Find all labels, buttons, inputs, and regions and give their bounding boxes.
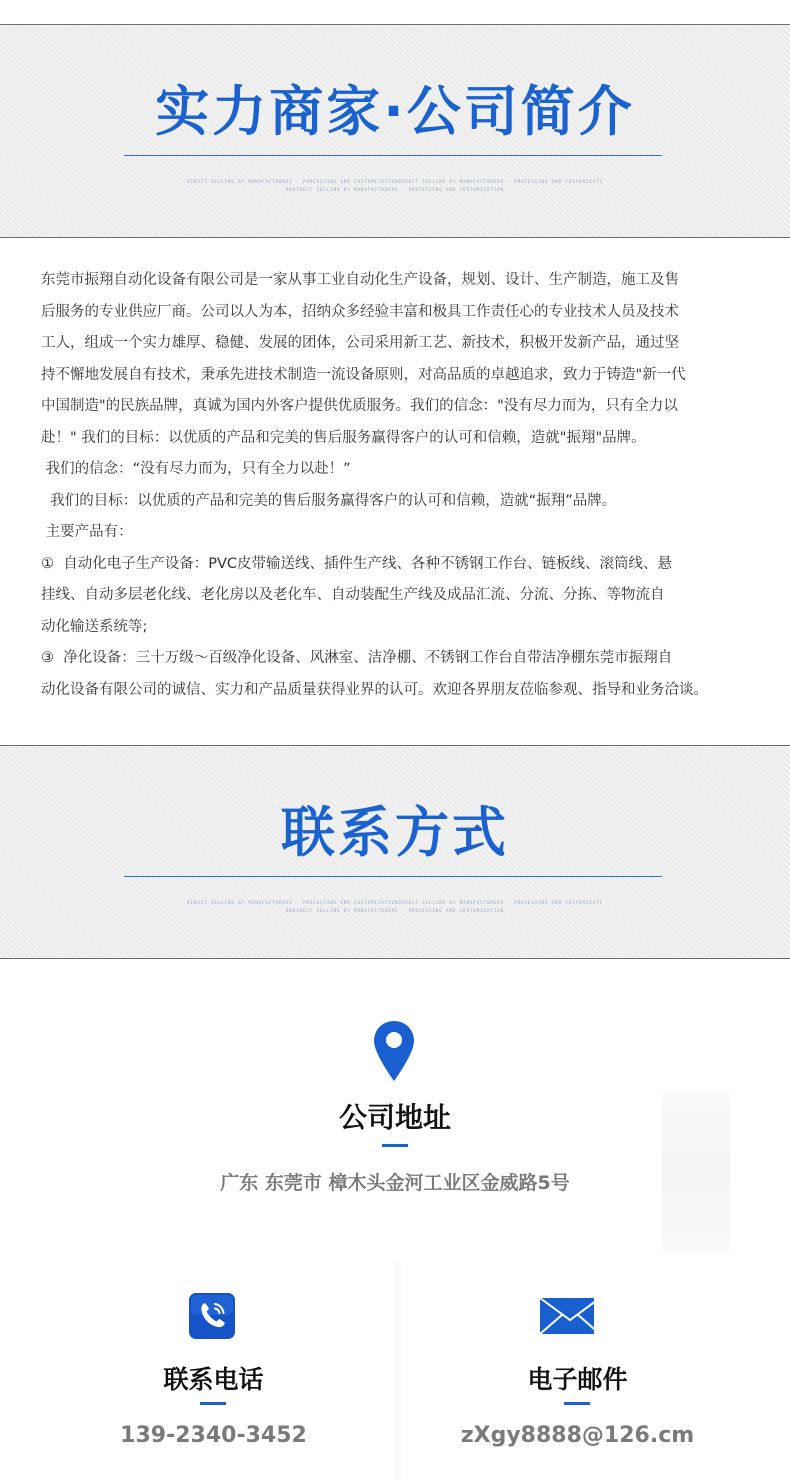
phone-number[interactable]: 139-2340-3452 (120, 1423, 307, 1448)
phone-block (16, 1290, 411, 1480)
intro-line: 赴！" 我们的目标：以优质的产品和完美的售后服务赢得客户的认可和信赖，造就"振翔"品牌。 (41, 429, 646, 446)
banner-subtitle: ONDIRECT SELLING BY MANUFACTURERS · PROCESSING AND CUSTOMIZATION (285, 908, 505, 913)
title-underline (200, 1402, 226, 1405)
address-value: 广东 东莞市 樟木头金河工业区金威路5号 (220, 1172, 570, 1194)
company-intro-banner (0, 24, 790, 238)
email-address[interactable]: zXgy8888@126.cm (460, 1423, 695, 1448)
phone-icon (188, 1292, 236, 1340)
intro-line: 后服务的专业供应厂商。公司以人为本，招纳众多经验丰富和极具工作责任心的专业技术人员及技术 (41, 303, 679, 320)
intro-line: 挂线、自动多层老化线、老化房以及老化车、自动装配生产线及成品汇流、分流、分拣、等物流自 (41, 587, 665, 603)
banner-subtitle: DIRECT SELLING BY MANUFACTURERS · PROCESSING AND CUSTOMIZATIONDIRECT SELLING BY MANUFACTURERS · PROCESSING AND CUSTOMIZATI (187, 900, 603, 905)
title-underline (564, 1402, 590, 1405)
company-intro-title: 实力商家·公司简介 (155, 80, 635, 143)
email-title: 电子邮件 (527, 1365, 628, 1394)
intro-line: 持不懈地发展自有技术，秉承先进技术制造一流设备原则，对高品质的卓越追求，致力于铸造"新一代 (41, 366, 686, 383)
intro-line: 东莞市振翔自动化设备有限公司是一家从事工业自动化生产设备，规划、设计、生产制造，施工及售 (41, 272, 679, 288)
intro-line: 工人，组成一个实力雄厚、稳健、发展的团体，公司采用新工艺、新技术，积极开发新产品，通过坚 (41, 335, 679, 351)
intro-line: 我们的信念：“没有尽力而为，只有全力以赴！” (41, 461, 351, 477)
title-underline (124, 876, 662, 877)
intro-line: 中国制造"的民族品牌，真诚为国内外客户提供优质服务。我们的信念："没有尽力而为，只有全力以 (41, 398, 678, 414)
address-title: 公司地址 (338, 1101, 451, 1134)
map-pin-icon (373, 1020, 415, 1082)
contact-title: 联系方式 (281, 801, 509, 864)
phone-title: 联系电话 (163, 1365, 264, 1394)
contact-banner (0, 745, 790, 959)
title-underline (382, 1144, 408, 1147)
title-underline (124, 155, 662, 156)
mail-icon (532, 1292, 594, 1340)
intro-line: 我们的目标：以优质的产品和完美的售后服务赢得客户的认可和信赖，造就“振翔”品牌。 (41, 492, 617, 509)
intro-line: ① 自动化电子生产设备：PVC皮带输送线、插件生产线、各种不锈钢工作台、链板线、滚筒线、悬 (41, 555, 673, 572)
email-block (380, 1290, 775, 1480)
intro-line: 动化输送系统等; (41, 618, 148, 635)
banner-subtitle: DIRECT SELLING BY MANUFACTURERS · PROCESSING AND CUSTOMIZATIONDIRECT SELLING BY MANUFACTURERS · PROCESSING AND CUSTOMIZATI (187, 179, 603, 184)
intro-line: 主要产品有： (41, 524, 133, 540)
banner-subtitle: ONDIRECT SELLING BY MANUFACTURERS · PROCESSING AND CUSTOMIZATION (285, 187, 505, 192)
intro-line: 动化设备有限公司的诚信、实力和产品质量获得业界的认可。欢迎各界朋友莅临参观、指导和业务洽谈。 (41, 681, 708, 698)
company-intro-text (41, 265, 781, 706)
intro-line: ③ 净化设备：三十万级～百级净化设备、风淋室、洁净棚、不锈钢工作台自带洁净棚东莞市振翔自 (41, 650, 673, 666)
